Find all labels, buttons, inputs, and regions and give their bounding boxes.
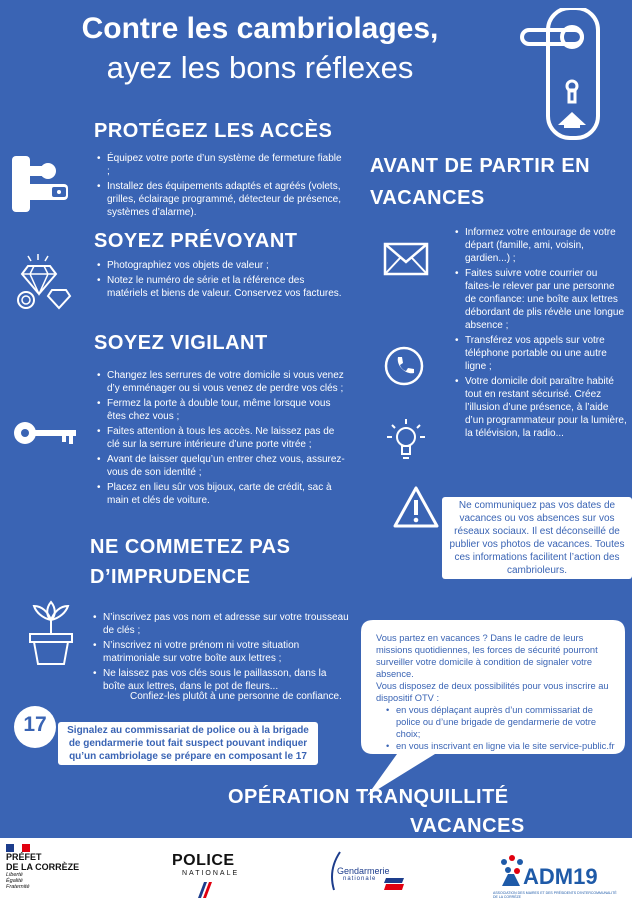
list-item: • Photographiez vos objets de valeur ; [97,259,345,272]
envelope-icon [383,242,429,276]
section-heading-vigilant: SOYEZ VIGILANT [94,332,268,354]
prefet-logo: PRÉFET DE LA CORRÈZE Liberté Égalité Fraternité [6,852,80,890]
list-item: • Informez votre entourage de votre départ (famille, ami, voisin, gardien...) ; [455,226,627,265]
door-lock-icon [8,152,78,217]
confiez-text: Confiez-les plutôt à une personne de confiance. [130,691,342,702]
list-item: • Équipez votre porte d’un système de fermeture fiable ; [97,152,345,178]
police-flag-mark [194,880,216,900]
list-item: • Votre domicile doit paraître habité tout en restant sécurisé. Créez l’illusion d’une présence, à l’aide d’un programmateur pour la lumière, la télévision, la radio... [455,375,627,440]
list-item: • Faites attention à tous les accès. Ne laissez pas de clé sur la serrure intérieure d’une porte vitrée ; [97,425,347,451]
otv-intro: Vous partez en vacances ? Dans le cadre de leurs missions quotidiennes, les forces de sécurité pourront surveiller votre domicile à condition de signaler votre absence. [376,633,598,679]
police-logo-text: POLICE [172,852,235,869]
section-heading-imprudence: NE COMMETEZ PAS D’IMPRUDENCE [90,536,291,588]
list-item: • Avant de laisser quelqu’un entrer chez vous, assurez-vous de son identité ; [97,453,347,479]
list-item: • Transférez vos appels sur votre téléphone portable ou une autre ligne ; [455,334,627,373]
adm-logo-subtext: ASSOCIATION DES MAIRES ET DES PRÉSIDENTS D’INTERCOMMUNALITÉ DE LA CORRÈZE [493,891,617,899]
phone-icon [384,346,424,386]
adm-logo-mark [496,852,526,888]
emergency-number: 17 [23,713,47,736]
list-item: • en vous inscrivant en ligne via le site service-public.fr [386,740,616,752]
key-icon [12,418,78,448]
warning-box: Ne communiquez pas vos dates de vacances ou vos absences sur vos réseaux sociaux. Il est déconseillé de publier vos photos de vacances. Toutes ces informations facilitent l’action des cambrioleurs. [442,497,632,579]
list-item: • Fermez la porte à double tour, même lorsque vous êtes chez vous ; [97,397,347,423]
list-item: • en vous déplaçant auprès d’un commissariat de police ou d’une brigade de gendarmerie de votre choix; [386,704,616,740]
warning-icon [392,485,440,529]
operation-title: OPÉRATION TRANQUILLITÉ [228,786,509,808]
gendarmerie-logo-text: Gendarmerie [337,866,390,876]
operation-title-line2: VACANCES [410,815,525,837]
vigilant-list [97,369,347,509]
list-item: • Changez les serrures de votre domicile si vous venez d’y emménager ou si vous venez de perdre vos clés ; [97,369,347,395]
signal-box: Signalez au commissariat de police ou à la brigade de gendarmerie tout fait suspect pouvant indiquer qu’un cambriolage se prépare en composant le 17 [58,722,318,765]
main-title: Contre les cambriolages, [81,12,439,45]
vacances-list [455,226,627,442]
section-heading-vacances: AVANT DE PARTIR EN VACANCES [370,155,591,209]
jewels-icon [10,252,78,312]
prevoyant-list [97,259,345,302]
flower-pot-icon [26,598,76,666]
list-item: • Installez des équipements adaptés et agréés (volets, grilles, éclairage programmé, détecteur de présence, systèmes d’alarme). [97,180,345,219]
otv-info [376,632,616,752]
list-item: • Placez en lieu sûr vos bijoux, carte de crédit, sac à main et clés de voiture. [97,481,347,507]
list-item: • N’inscrivez ni votre prénom ni votre situation matrimoniale sur votre boîte aux lettres ; [93,639,349,665]
otv-options-intro: Vous disposez de deux possibilités pour vous inscrire au dispositif OTV : [376,681,609,703]
imprudence-list [93,611,349,695]
adm-logo-text: ADM19 [523,864,598,889]
gendarmerie-logo-subtext: nationale [343,876,377,882]
section-heading-acces: PROTÉGEZ LES ACCÈS [94,120,333,142]
light-bulb-icon [384,417,428,465]
otv-options-list [376,704,616,752]
main-subtitle: ayez les bons réflexes [106,50,414,85]
police-logo-subtext: NATIONALE [182,870,240,877]
marianne-logo [6,844,30,852]
door-handle-icon [520,8,610,143]
list-item: • N’inscrivez pas vos nom et adresse sur votre trousseau de clés ; [93,611,349,637]
list-item: • Ne laissez pas vos clés sous le paillasson, dans la boîte aux lettres, dans le pot de fleurs... [93,667,349,693]
acces-list [97,152,345,221]
list-item: • Faites suivre votre courrier ou faites-le relever par une personne de confiance: une boîte aux lettres débordant de plis révèle une longue absence ; [455,267,627,332]
section-heading-prevoyant: SOYEZ PRÉVOYANT [94,230,298,252]
list-item: • Notez le numéro de série et la référence des matériels et biens de valeur. Conservez vos factures. [97,274,345,300]
